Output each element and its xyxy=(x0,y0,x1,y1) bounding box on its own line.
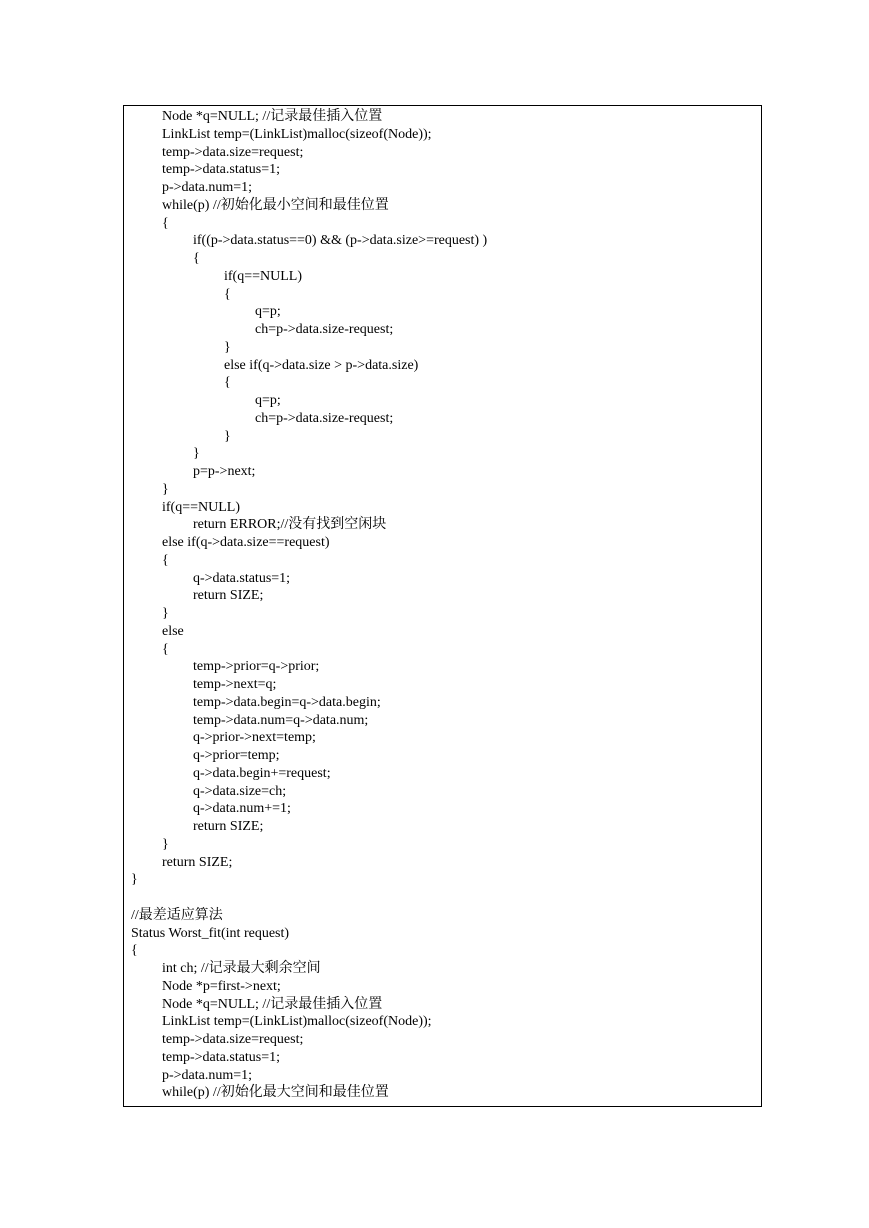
code-line: else if(q->data.size > p->data.size) xyxy=(224,357,419,373)
code-line: { xyxy=(224,375,231,391)
code-line: ch=p->data.size-request; xyxy=(255,410,394,426)
code-line: } xyxy=(131,872,138,888)
code-line: temp->data.status=1; xyxy=(162,162,281,178)
code-line: return SIZE; xyxy=(193,819,264,834)
code-line: return ERROR;//没有找到空闲块 xyxy=(193,517,387,533)
code-line: } xyxy=(224,339,231,355)
code-line: p->data.num=1; xyxy=(162,180,253,195)
code-line: temp->prior=q->prior; xyxy=(193,659,320,675)
code-line: temp->next=q; xyxy=(193,677,277,692)
code-line: while(p) //初始化最大空间和最佳位置 xyxy=(162,1085,389,1101)
code-line: } xyxy=(193,446,200,462)
code-line: Node *q=NULL; //记录最佳插入位置 xyxy=(162,996,383,1012)
code-line: q->prior=temp; xyxy=(193,748,280,763)
code-line: int ch; //记录最大剩余空间 xyxy=(162,961,321,976)
code-listing-box xyxy=(123,105,762,1107)
code-line: q->data.begin+=request; xyxy=(193,765,331,781)
code-line: { xyxy=(162,641,169,657)
code-line: p->data.num=1; xyxy=(162,1067,253,1083)
code-line: Node *p=first->next; xyxy=(162,978,281,994)
code-line: LinkList temp=(LinkList)malloc(sizeof(Node)); xyxy=(162,1014,432,1030)
code-line: { xyxy=(162,215,169,231)
code-line: } xyxy=(162,481,169,497)
code-line: while(p) //初始化最小空间和最佳位置 xyxy=(162,197,389,213)
code-line: return SIZE; xyxy=(162,854,233,870)
code-line: if(q==NULL) xyxy=(162,499,240,515)
code-line: ch=p->data.size-request; xyxy=(255,322,394,337)
code-line: if((p->data.status==0) && (p->data.size>=request) ) xyxy=(193,233,488,249)
code-line: if(q==NULL) xyxy=(224,268,302,284)
code-line: { xyxy=(162,552,169,568)
code-line: { xyxy=(193,251,200,266)
code-line: q->data.size=ch; xyxy=(193,783,287,799)
code-line: LinkList temp=(LinkList)malloc(sizeof(Node)); xyxy=(162,126,432,142)
code-line: temp->data.size=request; xyxy=(162,144,304,160)
code-line: else xyxy=(162,623,184,639)
code-line: { xyxy=(224,286,231,302)
code-line: Status Worst_fit(int request) xyxy=(131,925,290,941)
code-line: temp->data.num=q->data.num; xyxy=(193,712,369,728)
code-line: q=p; xyxy=(255,393,281,408)
code-line: else if(q->data.size==request) xyxy=(162,535,330,550)
code-line: //最差适应算法 xyxy=(131,907,223,923)
code-line: q->data.status=1; xyxy=(193,570,291,586)
code-line: q->prior->next=temp; xyxy=(193,730,316,746)
code-line: { xyxy=(131,943,138,959)
code-line: temp->data.size=request; xyxy=(162,1032,304,1047)
code-line: return SIZE; xyxy=(193,588,264,604)
code-line: q->data.num+=1; xyxy=(193,801,291,817)
code-line: Node *q=NULL; //记录最佳插入位置 xyxy=(162,109,383,124)
code-line: } xyxy=(224,428,231,444)
code-line: } xyxy=(162,606,169,621)
code-line: q=p; xyxy=(255,304,281,320)
code-line: } xyxy=(162,836,169,852)
code-line: temp->data.status=1; xyxy=(162,1049,281,1065)
code-line: temp->data.begin=q->data.begin; xyxy=(193,694,381,710)
code-line: p=p->next; xyxy=(193,464,256,479)
